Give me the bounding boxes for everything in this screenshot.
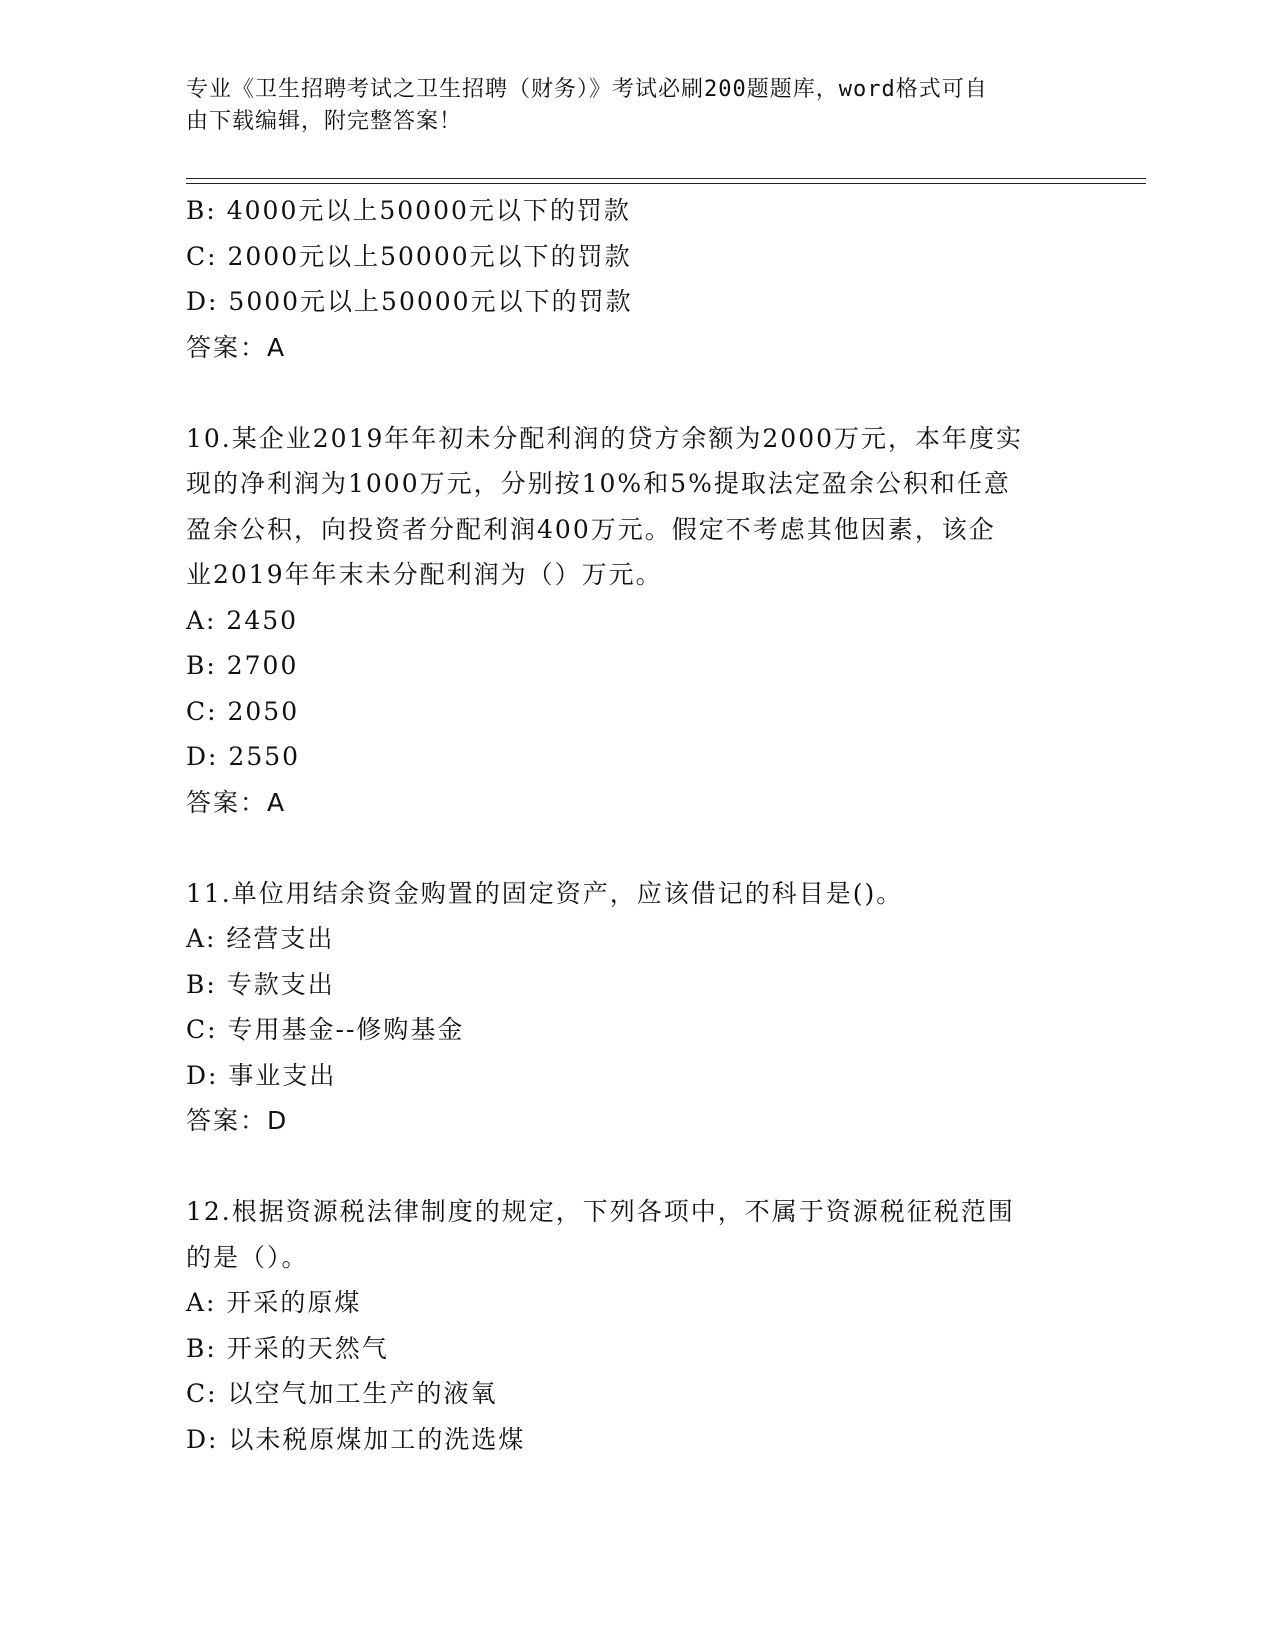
question-text-line: 11.单位用结余资金购置的固定资产，应该借记的科目是()。 [186,878,904,908]
option-c: C: 以空气加工生产的液氧 [186,1379,498,1408]
option-b: B: 开采的天然气 [186,1333,389,1363]
option-c: C: 2050 [186,696,300,726]
spacer [186,1144,1086,1190]
question-text-line: 现的净利润为1000万元，分别按10%和5%提取法定盈余公积和任意 [186,469,1011,498]
spacer [186,370,1086,416]
option-c: C: 专用基金--修购基金 [186,1015,465,1044]
option-d: D: 以未税原煤加工的洗选煤 [186,1424,526,1454]
header-line-2: 由下载编辑，附完整答案！ [186,109,463,134]
header-divider-bottom [186,183,1146,184]
option-a: A: 2450 [186,605,299,635]
question-9-continued [186,188,1086,370]
option-b: B: 4000元以上50000元以下的罚款 [186,196,631,225]
question-text-line: 的是（）。 [186,1242,309,1272]
option-b: B: 专款支出 [186,969,335,999]
answer: 答案：D [186,1106,289,1135]
option-a: A: 经营支出 [186,924,335,953]
header-line-1: 专业《卫生招聘考试之卫生招聘（财务）》考试必刷200题题库，word格式可自 [186,77,988,102]
document-header [186,74,1086,138]
question-text-line: 10.某企业2019年年初未分配利润的贷方余额为2000万元，本年度实 [186,423,1024,453]
option-d: D: 事业支出 [186,1060,337,1090]
header-divider-top [186,178,1146,179]
option-c: C: 2000元以上50000元以下的罚款 [186,241,632,271]
option-a: A: 开采的原煤 [186,1288,362,1317]
question-12 [186,1189,1086,1462]
question-10 [186,416,1086,826]
option-d: D: 2550 [186,742,301,771]
spacer [186,825,1086,871]
answer: 答案：A [186,332,287,362]
question-11 [186,871,1086,1144]
option-d: D: 5000元以上50000元以下的罚款 [186,287,633,316]
question-text-line: 12.根据资源税法律制度的规定，下列各项中，不属于资源税征税范围 [186,1197,1015,1226]
document-body [186,188,1086,1462]
answer: 答案：A [186,787,287,817]
option-b: B: 2700 [186,651,299,680]
question-text-line: 盈余公积，向投资者分配利润400万元。假定不考虑其他因素，该企 [186,514,996,544]
question-text-line: 业2019年年末未分配利润为（）万元。 [186,560,663,589]
